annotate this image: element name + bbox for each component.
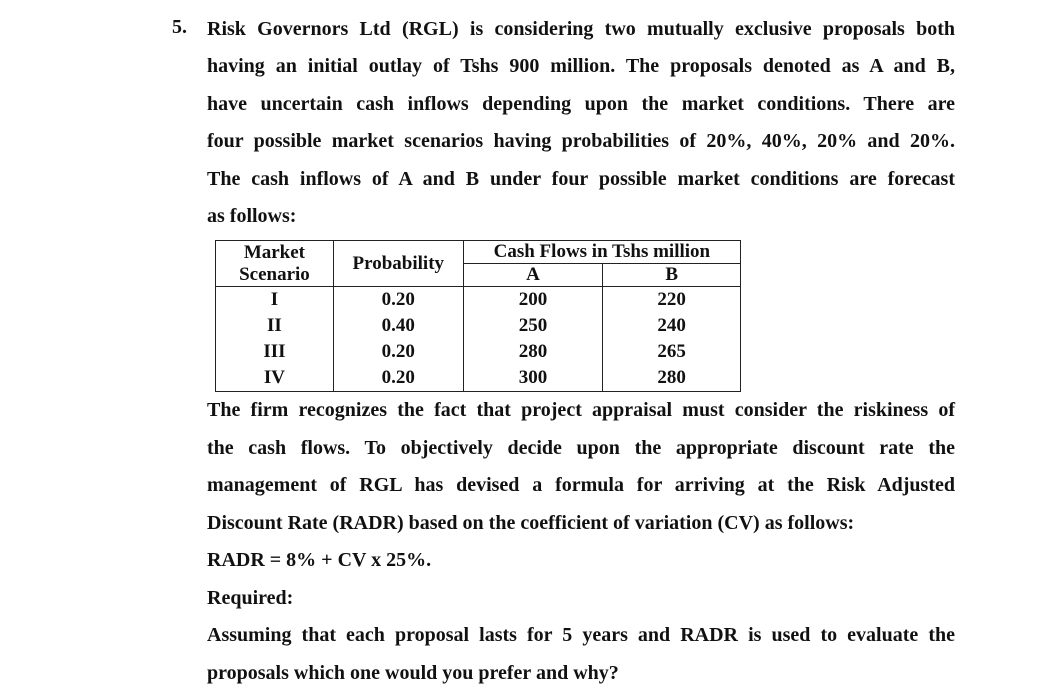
- required-line-1: Assuming that each proposal lasts for 5 years and RADR is used to evaluate the: [207, 624, 955, 646]
- table-row: [216, 365, 741, 392]
- cash-flow-a-cell: 300: [463, 365, 603, 392]
- intro-line-4: four possible market scenarios having probabilities of 20%, 40%, 20% and 20%.: [207, 130, 955, 152]
- cash-flow-table: [215, 240, 741, 392]
- cash-flow-b-cell: 240: [603, 313, 741, 339]
- table-row: [216, 313, 741, 339]
- scenario-cell: I: [216, 287, 334, 314]
- intro-line-5: The cash inflows of A and B under four possible market conditions are forecast: [207, 168, 955, 190]
- table-row: [216, 339, 741, 365]
- probability-cell: 0.20: [333, 339, 463, 365]
- cash-flow-a-cell: 250: [463, 313, 603, 339]
- intro-line-2: having an initial outlay of Tshs 900 million. The proposals denoted as A and B,: [207, 55, 955, 77]
- body-line-4: Discount Rate (RADR) based on the coefficient of variation (CV) as follows:: [207, 512, 855, 534]
- body-line-3: management of RGL has devised a formula for arriving at the Risk Adjusted: [207, 474, 955, 496]
- probability-cell: 0.40: [333, 313, 463, 339]
- probability-cell: 0.20: [333, 287, 463, 314]
- intro-line-3: have uncertain cash inflows depending upon the market conditions. There are: [207, 93, 955, 115]
- body-line-1: The firm recognizes the fact that project appraisal must consider the riskiness of: [207, 399, 955, 421]
- probability-cell: 0.20: [333, 365, 463, 392]
- scenario-cell: III: [216, 339, 334, 365]
- scenario-cell: IV: [216, 365, 334, 392]
- cash-flow-b-cell: 220: [603, 287, 741, 314]
- header-cash-flows: Cash Flows in Tshs million: [463, 241, 740, 264]
- cash-flow-b-cell: 265: [603, 339, 741, 365]
- header-a: A: [463, 264, 603, 287]
- header-b: B: [603, 264, 741, 287]
- header-scenario-line-1: Market: [243, 241, 306, 263]
- intro-line-1: Risk Governors Ltd (RGL) is considering two mutually exclusive proposals both: [207, 18, 955, 40]
- header-market-scenario: [216, 241, 334, 287]
- intro-line-6: as follows:: [207, 205, 297, 227]
- cash-flow-a-cell: 200: [463, 287, 603, 314]
- header-probability: Probability: [333, 241, 463, 287]
- question-number: 5.: [172, 16, 187, 38]
- scenario-cell: II: [216, 313, 334, 339]
- header-scenario-line-2: Scenario: [239, 263, 310, 285]
- cash-flow-b-cell: 280: [603, 365, 741, 392]
- table-row: [216, 287, 741, 314]
- body-line-2: the cash flows. To objectively decide upon the appropriate discount rate the: [207, 437, 955, 459]
- cash-flow-a-cell: 280: [463, 339, 603, 365]
- radr-formula: RADR = 8% + CV x 25%.: [207, 549, 432, 571]
- required-line-2: proposals which one would you prefer and why?: [207, 662, 619, 684]
- required-label: Required:: [207, 587, 294, 609]
